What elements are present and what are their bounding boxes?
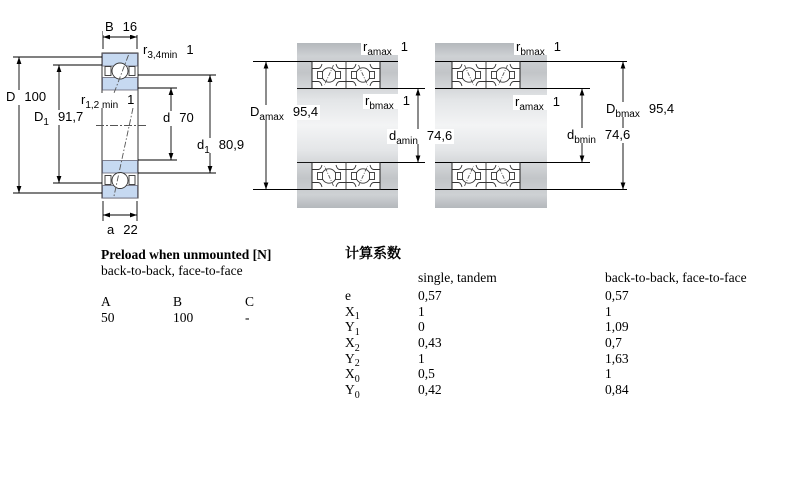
preload-col-a: A bbox=[101, 294, 111, 309]
dim-label-d1: $d_1$ 80,9 bbox=[197, 137, 245, 156]
factors-col1-header: single, tandem bbox=[418, 270, 497, 285]
dim-label-dbmin: $d_{bmin}$ 74,6 bbox=[567, 127, 631, 146]
dim-label-a: a 22 bbox=[107, 222, 138, 237]
dim-label-ramax-right: $r_{amax}$ 1 bbox=[515, 94, 561, 113]
factors-row-y0: $Y_0$ 0,42 0,84 bbox=[345, 382, 629, 401]
factors-row-x2: $X_2$ 0,43 0,7 bbox=[345, 335, 622, 354]
dim-label-D: D 100 bbox=[6, 89, 47, 104]
factors-row-y2: $Y_2$ 1 1,63 bbox=[345, 350, 629, 370]
factors-col2-header: back-to-back, face-to-face bbox=[605, 270, 747, 285]
factors-row-x0: $X_0$ 0,5 1 bbox=[345, 366, 612, 385]
ball bbox=[112, 173, 128, 189]
preload-val-b: 100 bbox=[173, 310, 194, 325]
dim-label-D1: $D_1$ 91,7 bbox=[34, 109, 84, 128]
factors-row-e: e 0,57 0,57 bbox=[345, 288, 629, 303]
preload-title: Preload when unmounted [N] bbox=[101, 247, 272, 262]
dim-label-damin: $d_{amin}$ 74,6 bbox=[389, 128, 453, 147]
factors-row-y1: $Y_1$ 0 1,09 bbox=[345, 319, 629, 338]
factors-title: 计算系数 bbox=[345, 247, 401, 262]
back-to-back-arrangement bbox=[253, 43, 425, 208]
dim-label-rbmax-mid: $r_{bmax}$ 1 bbox=[365, 93, 411, 112]
preload-header-row bbox=[101, 294, 305, 310]
dim-label-B: B 16 bbox=[105, 19, 138, 34]
dim-label-d: d 70 bbox=[163, 110, 194, 125]
dim-label-rbmax-right: $r_{bmax}$ 1 bbox=[516, 39, 562, 58]
dim-label-ramax-mid: $r_{amax}$ 1 bbox=[363, 39, 409, 58]
dim-label-r34min: $r_{3,4min}$ 1 bbox=[143, 42, 194, 61]
dim-label-Damax: $D_{amax}$ 95,4 bbox=[250, 104, 319, 123]
preload-val-a: 50 bbox=[101, 310, 115, 325]
face-to-face-arrangement bbox=[435, 43, 627, 208]
preload-col-b: B bbox=[173, 294, 183, 309]
preload-subtitle: back-to-back, face-to-face bbox=[101, 263, 243, 278]
preload-col-c: C bbox=[245, 294, 255, 309]
preload-value-row bbox=[101, 310, 305, 326]
factors-row-x1: $X_1$ 1 1 bbox=[345, 303, 612, 323]
factors-rows bbox=[345, 288, 629, 401]
preload-val-c: - bbox=[245, 310, 250, 325]
dim-label-r12min: $r_{1,2 min}$ 1 bbox=[81, 92, 135, 111]
dim-label-Dbmax: $D_{bmax}$ 95,4 bbox=[606, 101, 675, 120]
